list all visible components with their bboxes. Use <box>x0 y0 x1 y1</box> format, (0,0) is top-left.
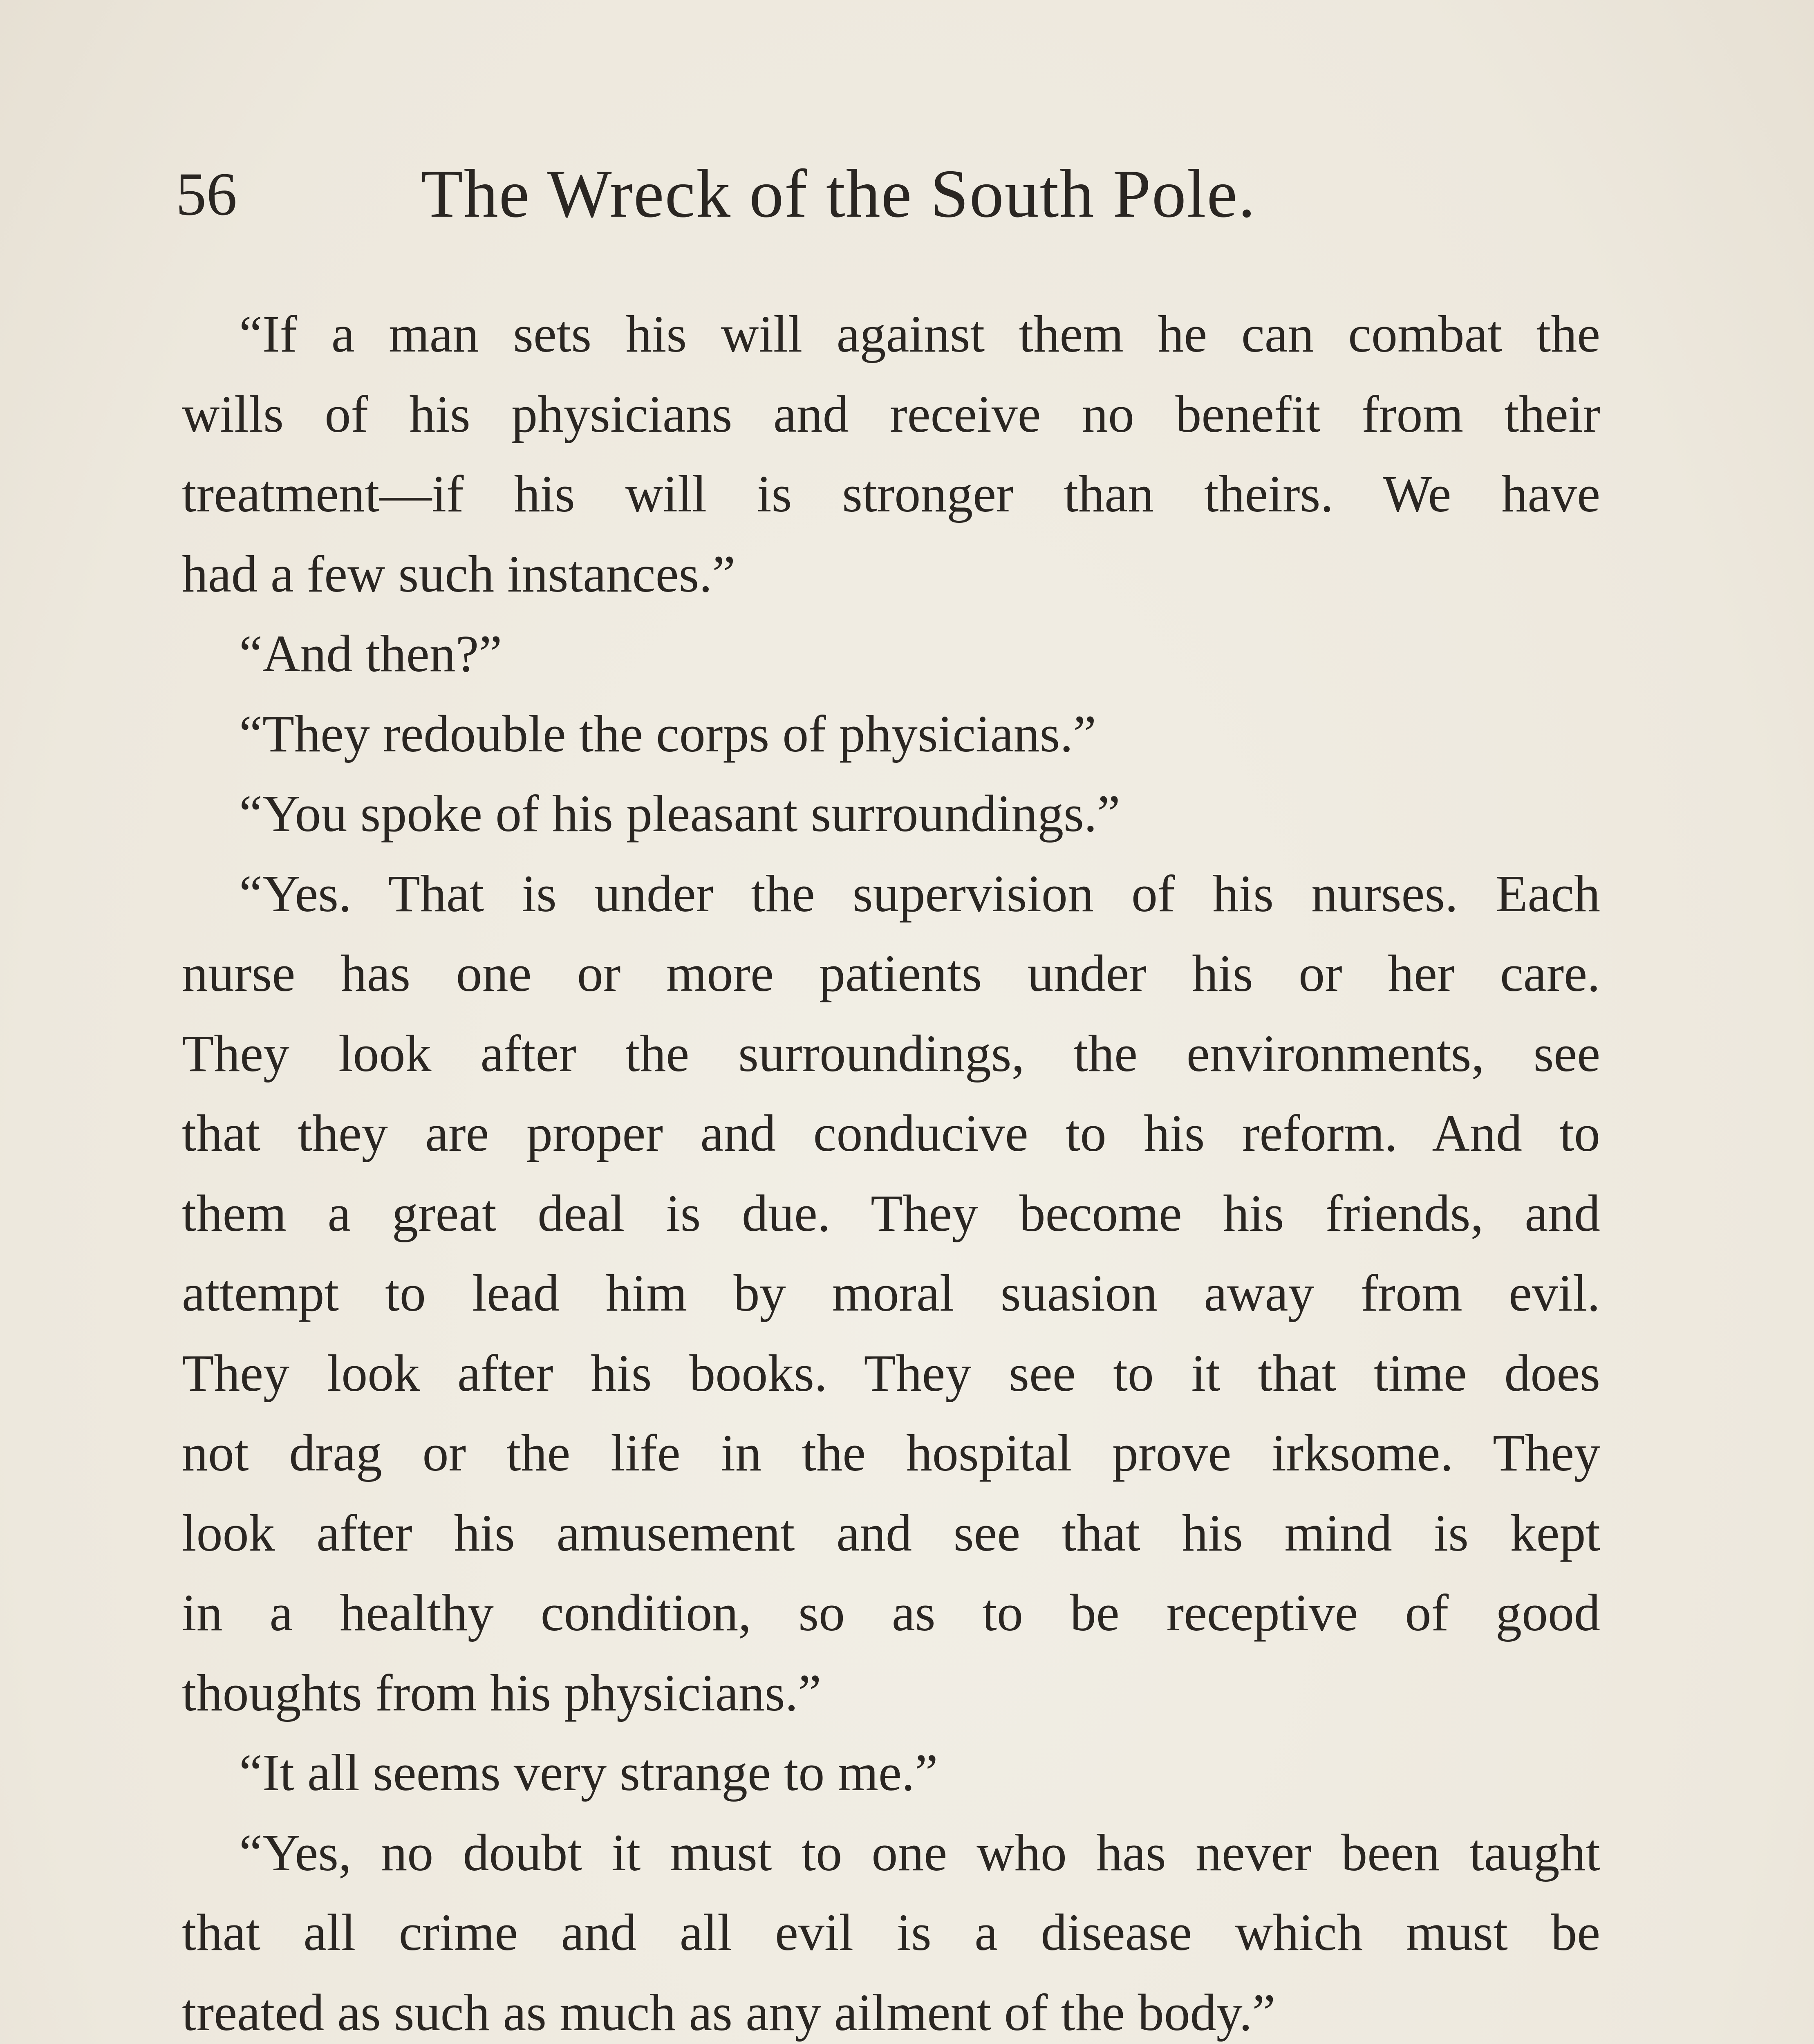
text-line: They look after the surroundings, the environments, see <box>182 1024 1600 1083</box>
text-line: “It all seems very strange to me.” <box>239 1744 938 1802</box>
text-line: treatment—if his will is stronger than theirs. We have <box>182 465 1600 523</box>
text-line: attempt to lead him by moral suasion away from evil. <box>182 1264 1600 1322</box>
text-line: “You spoke of his pleasant surroundings.” <box>239 784 1120 843</box>
text-line: thoughts from his physicians.” <box>182 1663 822 1722</box>
body-text <box>182 294 1600 2044</box>
page-header <box>176 147 1647 237</box>
text-line: had a few such instances.” <box>182 545 736 603</box>
text-line: them a great deal is due. They become his friends, and <box>182 1184 1600 1242</box>
text-line: wills of his physicians and receive no benefit from their <box>182 385 1600 443</box>
text-line: in a healthy condition, so as to be receptive of good <box>182 1584 1600 1642</box>
text-line: that they are proper and conducive to his reform. And to <box>182 1104 1600 1162</box>
text-line: look after his amusement and see that his mind is kept <box>182 1504 1600 1562</box>
text-line: not drag or the life in the hospital prove irksome. They <box>182 1424 1600 1482</box>
text-line: “Yes. That is under the supervision of his nurses. Each <box>239 864 1600 923</box>
text-line: “And then?” <box>239 625 502 683</box>
text-line: They look after his books. They see to it that time does <box>182 1344 1600 1402</box>
text-line: that all crime and all evil is a disease which must be <box>182 1903 1600 1961</box>
text-line: “They redouble the corps of physicians.” <box>239 704 1097 763</box>
running-title: The Wreck of the South Pole. <box>421 156 1256 232</box>
text-line: “Yes, no doubt it must to one who has never been taught <box>239 1823 1600 1882</box>
text-line: treated as such as much as any ailment of the body.” <box>182 1983 1276 2042</box>
text-line: “If a man sets his will against them he can combat the <box>239 305 1600 363</box>
page-number: 56 <box>176 160 237 228</box>
text-line: nurse has one or more patients under his or her care. <box>182 944 1600 1002</box>
